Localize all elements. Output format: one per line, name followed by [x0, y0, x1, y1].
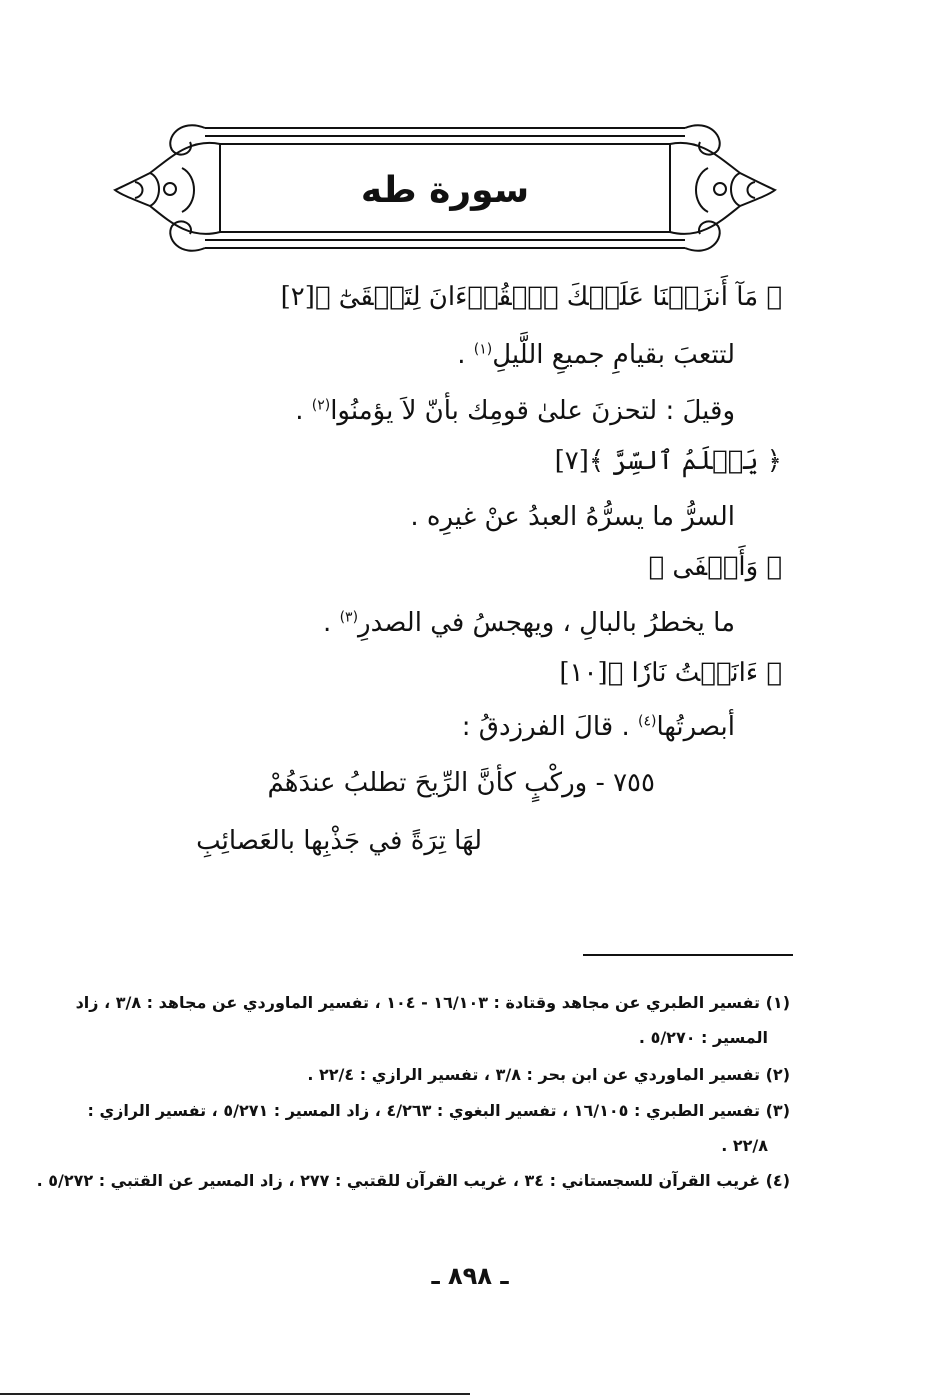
footnote-1: (١) تفسير الطبري عن مجاهد وقتادة : ١٦/١٠٣ - ١٠٤ ، تفسير الماوردي عن مجاهد : ٣/٨ ، زاد [75, 993, 790, 1012]
footnote-2: (٢) تفسير الماوردي عن ابن بحر : ٣/٨ ، تفسير الرازي : ٢٢/٤ . [307, 1065, 790, 1084]
quran-verse-7: ﴿ يَعۡلَمُ ٱلسِّرَّ ﴾[٧] [554, 446, 782, 476]
commentary-text: أبصرتُها [656, 712, 735, 742]
quran-verse-10: ﴿ ءَانَسۡتُ نَارٗا ﴾[١٠] [559, 658, 782, 688]
commentary-text: وقيلَ : لتحزنَ علىٰ قومِك بأنّ لاَ يؤمنُوا [330, 396, 735, 426]
commentary-text: . قالَ الفرزدقُ : [461, 712, 639, 742]
page-number: ـ ٨٩٨ ـ [431, 1262, 509, 1290]
footnote-1-continuation: المسير : ٥/٢٧٠ . [638, 1028, 768, 1047]
commentary-line: السرُّ ما يسرُّهُ العبدُ عنْ غيرِه . [410, 502, 735, 532]
poetry-verse-first-hemistich: ٧٥٥ - وركْبٍ كأنَّ الرِّيحَ تطلبُ عندَهُمْ [267, 768, 655, 798]
commentary-line [295, 396, 735, 426]
footnote-3-continuation: ٢٢/٨ . [721, 1136, 768, 1155]
footnote-marker-4: (٤) [638, 713, 657, 730]
punctuation: . [457, 340, 474, 370]
footnote-marker-1: (١) [473, 341, 493, 358]
commentary-line [457, 340, 735, 370]
footnote-3: (٣) تفسير الطبري : ١٦/١٠٥ ، تفسير البغوي : ٤/٢٦٣ ، زاد المسير : ٥/٢٧١ ، تفسير الرازي : [87, 1101, 790, 1120]
commentary-line [462, 712, 735, 742]
footnote-separator [583, 954, 793, 956]
commentary-text: ما يخطرُ بالبالِ ، ويهجسُ في الصدرِ [358, 608, 735, 638]
surah-header-frame [110, 118, 780, 268]
quran-verse-fragment: ﴿ وَأَخۡفَى ﴾ [648, 552, 782, 582]
punctuation: . [295, 396, 312, 426]
commentary-line [323, 608, 735, 638]
punctuation: . [323, 608, 340, 638]
surah-title: سورة طه [360, 170, 530, 211]
footnote-4: (٤) غريب القرآن للسجستاني : ٣٤ ، غريب القرآن للقتبي : ٢٧٧ ، زاد المسير عن القتبي : ٥/٢٧٢ . [36, 1171, 790, 1190]
poetry-verse-second-hemistich: لهَا تِرَةً في جَذْبِها بالعَصائِبِ [196, 826, 482, 856]
footnote-marker-3: (٣) [339, 609, 359, 626]
footnote-marker-2: (٢) [311, 397, 331, 414]
scan-edge-line [0, 1393, 470, 1395]
quran-verse-2: ﴿ مَآ أَنزَلۡنَا عَلَيۡكَ ٱلۡقُرۡءَانَ لِتَشۡقَىٰٓ ﴾[٢] [280, 282, 782, 312]
commentary-text: لتتعبَ بقيامِ جميعِ اللَّيلِ [492, 340, 735, 370]
